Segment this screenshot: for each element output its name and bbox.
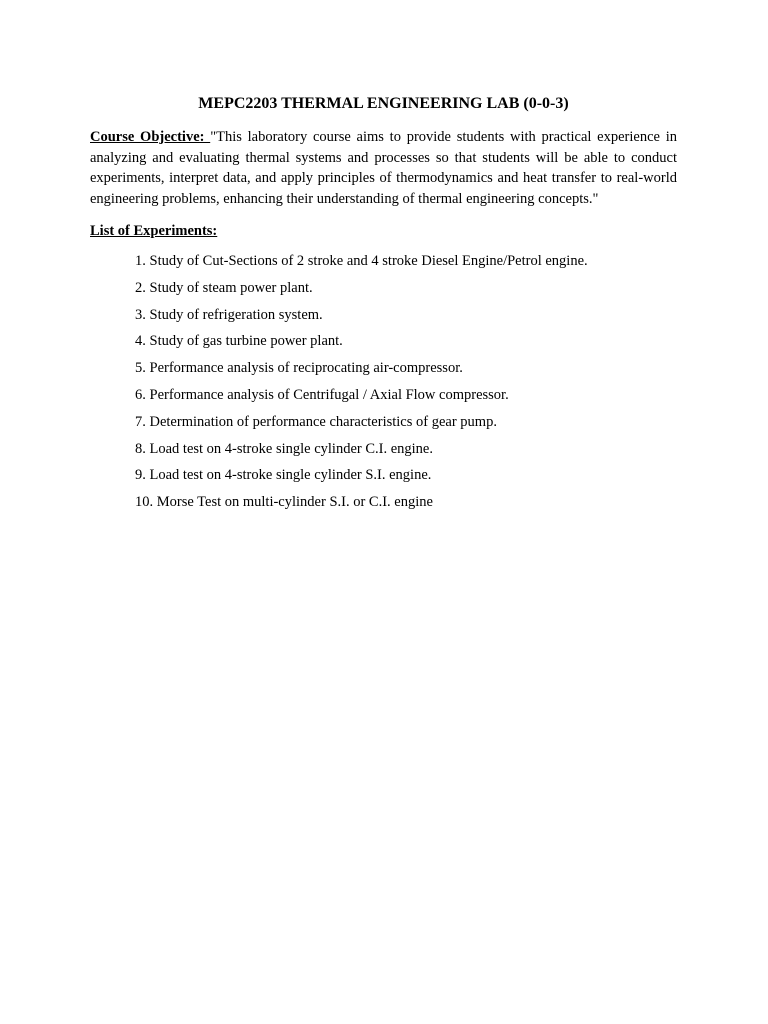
page-title: MEPC2203 THERMAL ENGINEERING LAB (0-0-3) (198, 95, 569, 112)
list-item: 8. Load test on 4-stroke single cylinder C.I. engine. (135, 440, 433, 457)
course-objective-label: Course Objective: (90, 129, 211, 145)
list-item: 2. Study of steam power plant. (135, 279, 313, 296)
document-page (90, 94, 677, 519)
list-item: 6. Performance analysis of Centrifugal / Axial Flow compressor. (135, 386, 509, 403)
list-item: 3. Study of refrigeration system. (135, 306, 323, 323)
list-item: 7. Determination of performance characteristics of gear pump. (135, 413, 497, 430)
course-objective-text: "This laboratory course aims to provide students with practical experience in analyzing and evaluating thermal systems and processes so that students will be able to conduct experiments, interpret data, and apply principles of thermodynamics and heat transfer to real-world engineering problems, enhancing their understanding of thermal engineering concepts." (90, 129, 677, 207)
list-item: 5. Performance analysis of reciprocating air-compressor. (135, 360, 463, 377)
list-item: 10. Morse Test on multi-cylinder S.I. or C.I. engine (135, 494, 433, 511)
course-objective-paragraph (90, 127, 677, 209)
experiments-list-heading: List of Experiments: (90, 223, 218, 239)
list-item: 4. Study of gas turbine power plant. (135, 333, 343, 350)
experiments-list (90, 251, 677, 512)
list-item: 9. Load test on 4-stroke single cylinder S.I. engine. (135, 467, 432, 484)
list-item: 1. Study of Cut-Sections of 2 stroke and 4 stroke Diesel Engine/Petrol engine. (135, 253, 588, 269)
